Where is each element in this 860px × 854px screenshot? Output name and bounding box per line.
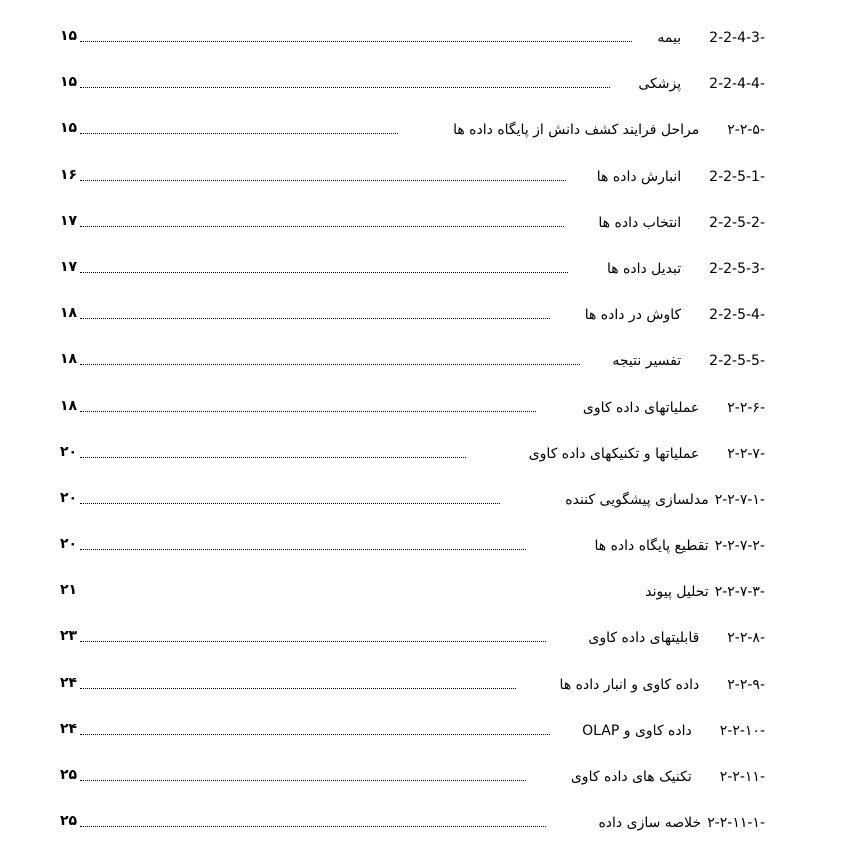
toc-section-title: انتخاب داده ها <box>598 215 682 231</box>
toc-page-number: ۲۴ <box>60 721 78 737</box>
toc-section-number: ۲-۲-۸- <box>727 630 765 646</box>
toc-entry-text <box>594 532 765 556</box>
toc-entry <box>0 440 860 464</box>
toc-page-number: ۱۷ <box>60 259 78 275</box>
toc-section-number: ۲-۲-۱۱- <box>719 769 765 785</box>
toc-section-title: خلاصه سازی داده <box>598 815 702 831</box>
toc-entry <box>0 209 860 233</box>
dot-leader <box>80 87 610 88</box>
toc-section-number: ۲-۲-۷- <box>727 446 765 462</box>
toc-page-number: ۱۸ <box>60 398 78 414</box>
toc-page-number: ۱۵ <box>60 74 78 90</box>
toc-section-number: 2-2-5-2- <box>709 215 765 231</box>
toc-entry <box>0 255 860 279</box>
toc-section-number: ۲-۲-۶- <box>727 400 765 416</box>
toc-section-number: ۲-۲-۷-۱- <box>714 492 765 508</box>
toc-entry <box>0 24 860 48</box>
toc-entry <box>0 624 860 648</box>
toc-entry-text <box>571 763 765 787</box>
toc-entry-text <box>607 255 765 279</box>
toc-section-title: انبارش داده ها <box>596 169 682 185</box>
dot-leader <box>80 688 516 689</box>
toc-entry-text <box>565 486 765 510</box>
toc-entry <box>0 717 860 741</box>
toc-section-title: تبدیل داده ها <box>606 261 682 277</box>
toc-entry-text <box>585 301 765 325</box>
toc-section-number: 2-2-4-4- <box>709 76 765 92</box>
dot-leader <box>80 364 580 365</box>
dot-leader <box>80 457 466 458</box>
toc-section-number: ۲-۲-۵- <box>727 122 765 138</box>
toc-page-number: ۱۵ <box>60 28 78 44</box>
toc-section-title: تکنیک های داده کاوی <box>570 769 692 785</box>
dot-leader <box>80 549 526 550</box>
dot-leader <box>80 411 536 412</box>
toc-section-title: تفسیر نتیجه <box>612 353 682 369</box>
toc-entry <box>0 347 860 371</box>
toc-section-number: 2-2-5-3- <box>709 261 765 277</box>
toc-entry-text <box>645 578 765 602</box>
toc-section-number: 2-2-5-1- <box>709 169 765 185</box>
toc-entry-text <box>588 624 765 648</box>
toc-page-number: ۱۸ <box>60 351 78 367</box>
toc-section-title: مراحل فرایند کشف دانش از پایگاه داده ها <box>453 122 700 138</box>
toc-entry-text <box>453 116 765 140</box>
toc-entry-text <box>638 70 765 94</box>
toc-section-title: تقطیع پایگاه داده ها <box>594 538 709 554</box>
toc-page-number: ۱۷ <box>60 213 78 229</box>
toc-entry <box>0 809 860 833</box>
toc-entry <box>0 763 860 787</box>
dot-leader <box>80 41 632 42</box>
toc-entry <box>0 671 860 695</box>
toc-section-number: ۲-۲-۷-۳- <box>714 584 765 600</box>
toc-entry <box>0 163 860 187</box>
toc-page-number: ۲۰ <box>60 536 78 552</box>
toc-entry-text <box>560 671 765 695</box>
toc-entry <box>0 301 860 325</box>
toc-entry-text <box>598 809 765 833</box>
toc-page-number: ۱۵ <box>60 120 78 136</box>
toc-page-number: ۲۱ <box>60 582 78 598</box>
toc-entry <box>0 70 860 94</box>
toc-entry-text <box>597 163 765 187</box>
toc-entry-text <box>583 394 765 418</box>
toc-page-number: ۲۵ <box>60 813 78 829</box>
dot-leader <box>80 180 566 181</box>
dot-leader <box>80 272 568 273</box>
toc-section-number: 2-2-4-3- <box>709 30 765 46</box>
toc-page-number: ۱۶ <box>60 167 78 183</box>
toc-section-title: داده کاوی و انبار داده ها <box>559 677 700 693</box>
toc-page-number: ۲۰ <box>60 444 78 460</box>
dot-leader <box>80 826 546 827</box>
toc-section-number: ۲-۲-۹- <box>727 677 765 693</box>
toc-section-number: ۲-۲-۷-۲- <box>714 538 765 554</box>
toc-entry <box>0 486 860 510</box>
toc-entry <box>0 116 860 140</box>
toc-section-title: داده کاوی و OLAP <box>582 723 692 739</box>
toc-page-number: ۲۴ <box>60 675 78 691</box>
toc-section-title: مدلسازی پیشگویی کننده <box>565 492 709 508</box>
toc-page-number: ۲۳ <box>60 628 78 644</box>
toc-page-number: ۱۸ <box>60 305 78 321</box>
toc-page-number: ۲۰ <box>60 490 78 506</box>
toc-section-title: عملیاتها و تکنیکهای داده کاوی <box>528 446 700 462</box>
toc-entry-text <box>582 717 765 741</box>
dot-leader <box>80 226 564 227</box>
toc-entry-text <box>612 347 765 371</box>
toc-section-title: قابلیتهای داده کاوی <box>588 630 700 646</box>
toc-section-title: بیمه <box>657 30 682 46</box>
dot-leader <box>80 641 546 642</box>
toc-entry <box>0 578 860 602</box>
toc-entry-text <box>657 24 765 48</box>
toc-entry-text <box>598 209 765 233</box>
dot-leader <box>80 780 526 781</box>
dot-leader <box>80 503 500 504</box>
toc-section-number: ۲-۲-۱۱-۱- <box>707 815 765 831</box>
toc-section-number: 2-2-5-5- <box>709 353 765 369</box>
dot-leader <box>80 734 550 735</box>
toc-section-number: 2-2-5-4- <box>709 307 765 323</box>
toc-entry <box>0 394 860 418</box>
dot-leader <box>80 133 398 134</box>
toc-entry <box>0 532 860 556</box>
toc-section-title: تحلیل پیوند <box>645 584 709 600</box>
dot-leader <box>80 318 550 319</box>
toc-section-title: عملیاتهای داده کاوی <box>582 400 700 416</box>
toc-section-title: کاوش در داده ها <box>584 307 682 323</box>
toc-entry-text <box>529 440 765 464</box>
toc-section-number: ۲-۲-۱۰- <box>719 723 765 739</box>
toc-section-title: پزشکی <box>638 76 682 92</box>
toc-page-number: ۲۵ <box>60 767 78 783</box>
